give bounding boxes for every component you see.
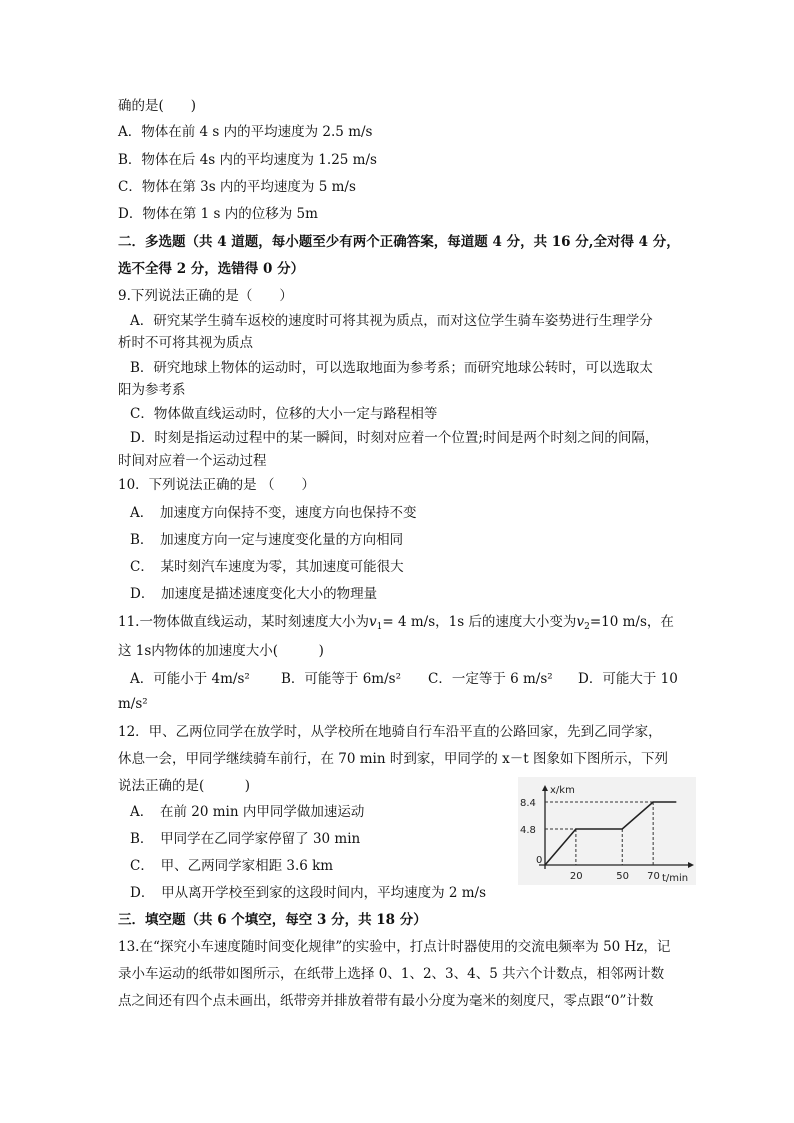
q10-option-b: B． 加速度方向一定与速度变化量的方向相同: [130, 532, 404, 548]
x-tick-label-0: 0: [536, 855, 543, 866]
x-axis-label: t/min: [662, 873, 689, 884]
prev-option-c: C．物体在第 3s 内的平均速度为 5 m/s: [118, 179, 356, 195]
q12-option-a: A． 在前 20 min 内甲同学做加速运动: [130, 804, 365, 820]
q11-v2-var: v: [576, 614, 585, 630]
q10-option-a: A． 加速度方向保持不变，速度方向也保持不变: [130, 505, 417, 521]
q11-option-c: C．一定等于 6 m/s²: [428, 671, 553, 687]
y-tick-label-4-8: 4.8: [520, 825, 536, 836]
q11-option-d-cont: m/s²: [118, 696, 148, 712]
q11-v2-val: =10 m/s，在: [589, 614, 674, 630]
q12-stem-line3: 说法正确的是( ): [118, 778, 251, 794]
xt-graph: [518, 777, 696, 885]
q9-stem: 9.下列说法正确的是（ ）: [118, 288, 293, 304]
section3-heading: 三．填空题（共 6 个填空，每空 3 分，共 18 分）: [118, 912, 427, 928]
y-tick-label-8-4: 8.4: [520, 798, 536, 809]
y-axis-label: x/km: [550, 785, 575, 796]
prev-option-d: D．物体在第 1 s 内的位移为 5m: [118, 206, 318, 222]
q10-stem: 10．下列说法正确的是 （ ）: [118, 477, 315, 493]
q13-line1: 13.在“探究小车速度随时间变化规律”的实验中，打点计时器使用的交流电频率为 50 Hz，记: [118, 939, 671, 955]
q9-option-a: A．研究某学生骑车返校的速度时可将其视为质点，而对这位学生骑车姿势进行生理学分: [130, 313, 653, 329]
x-tick-label-50: 50: [616, 871, 629, 882]
q11-v1-val: = 4 m/s，1s 后的速度大小变为: [382, 614, 577, 630]
prev-option-a: A．物体在前 4 s 内的平均速度为 2.5 m/s: [118, 124, 373, 140]
q13-line2: 录小车运动的纸带如图所示，在纸带上选择 0、1、2、3、4、5 共六个计数点，相邻两计数: [118, 966, 665, 982]
q11-v2-sub: 2: [584, 622, 590, 632]
q12-stem-line2: 休息一会，甲同学继续骑车前行，在 70 min 时到家，甲同学的 x－t 图象如下图所示，下列: [118, 751, 668, 767]
q10-option-d: D． 加速度是描述速度变化大小的物理量: [130, 586, 378, 602]
q13-line3: 点之间还有四个点未画出，纸带旁并排放着带有最小分度为毫米的刻度尺，零点跟“0”计数: [118, 993, 654, 1009]
q9-option-b: B．研究地球上物体的运动时，可以选取地面为参考系；而研究地球公转时，可以选取太: [130, 360, 653, 376]
x-tick-label-20: 20: [569, 871, 583, 882]
q11-v1-var: v: [368, 614, 377, 630]
section2-heading-line1: 二．多选题（共 4 道题，每小题至少有两个正确答案，每道题 4 分，共 16 分,全对得 4 分，: [118, 234, 680, 250]
q11-stem-line1: [118, 612, 674, 637]
q9-option-d: D．时刻是指运动过程中的某一瞬间，时刻对应着一个位置;时间是两个时刻之间的间隔，: [130, 430, 659, 446]
q12-stem-line1: 12．甲、乙两位同学在放学时，从学校所在地骑自行车沿平直的公路回家，先到乙同学家，: [118, 724, 662, 740]
q11-option-a: A．可能小于 4m/s²: [130, 671, 250, 687]
q9-option-c: C．物体做直线运动时，位移的大小一定与路程相等: [130, 406, 438, 422]
q9-option-a-cont: 析时不可将其视为质点: [118, 335, 253, 351]
prev-question-tail: 确的是( ): [118, 98, 197, 114]
q12-option-b: B． 甲同学在乙同学家停留了 30 min: [130, 831, 361, 847]
q12-option-c: C． 甲、乙两同学家相距 3.6 km: [130, 858, 334, 874]
section2-heading-line2: 选不全得 2 分，选错得 0 分）: [118, 261, 305, 277]
q9-option-b-cont: 阳为参考系: [118, 382, 186, 398]
q11-options-row: [0, 669, 794, 689]
q11-stem-a: 11.一物体做直线运动，某时刻速度大小为: [118, 614, 369, 630]
x-tick-label-70: 70: [647, 871, 660, 882]
q9-option-d-cont: 时间对应着一个运动过程: [118, 453, 267, 469]
q10-option-c: C． 某时刻汽车速度为零，其加速度可能很大: [130, 559, 404, 575]
q11-option-d: D．可能大于 10: [578, 671, 678, 687]
prev-option-b: B．物体在后 4s 内的平均速度为 1.25 m/s: [118, 152, 377, 168]
q12-option-d: D． 甲从离开学校至到家的这段时间内，平均速度为 2 m/s: [130, 885, 487, 901]
q11-stem-line2: 这 1s内物体的加速度大小( ): [118, 643, 324, 659]
q11-option-b: B．可能等于 6m/s²: [281, 671, 401, 687]
q11-v1-sub: 1: [376, 622, 383, 632]
